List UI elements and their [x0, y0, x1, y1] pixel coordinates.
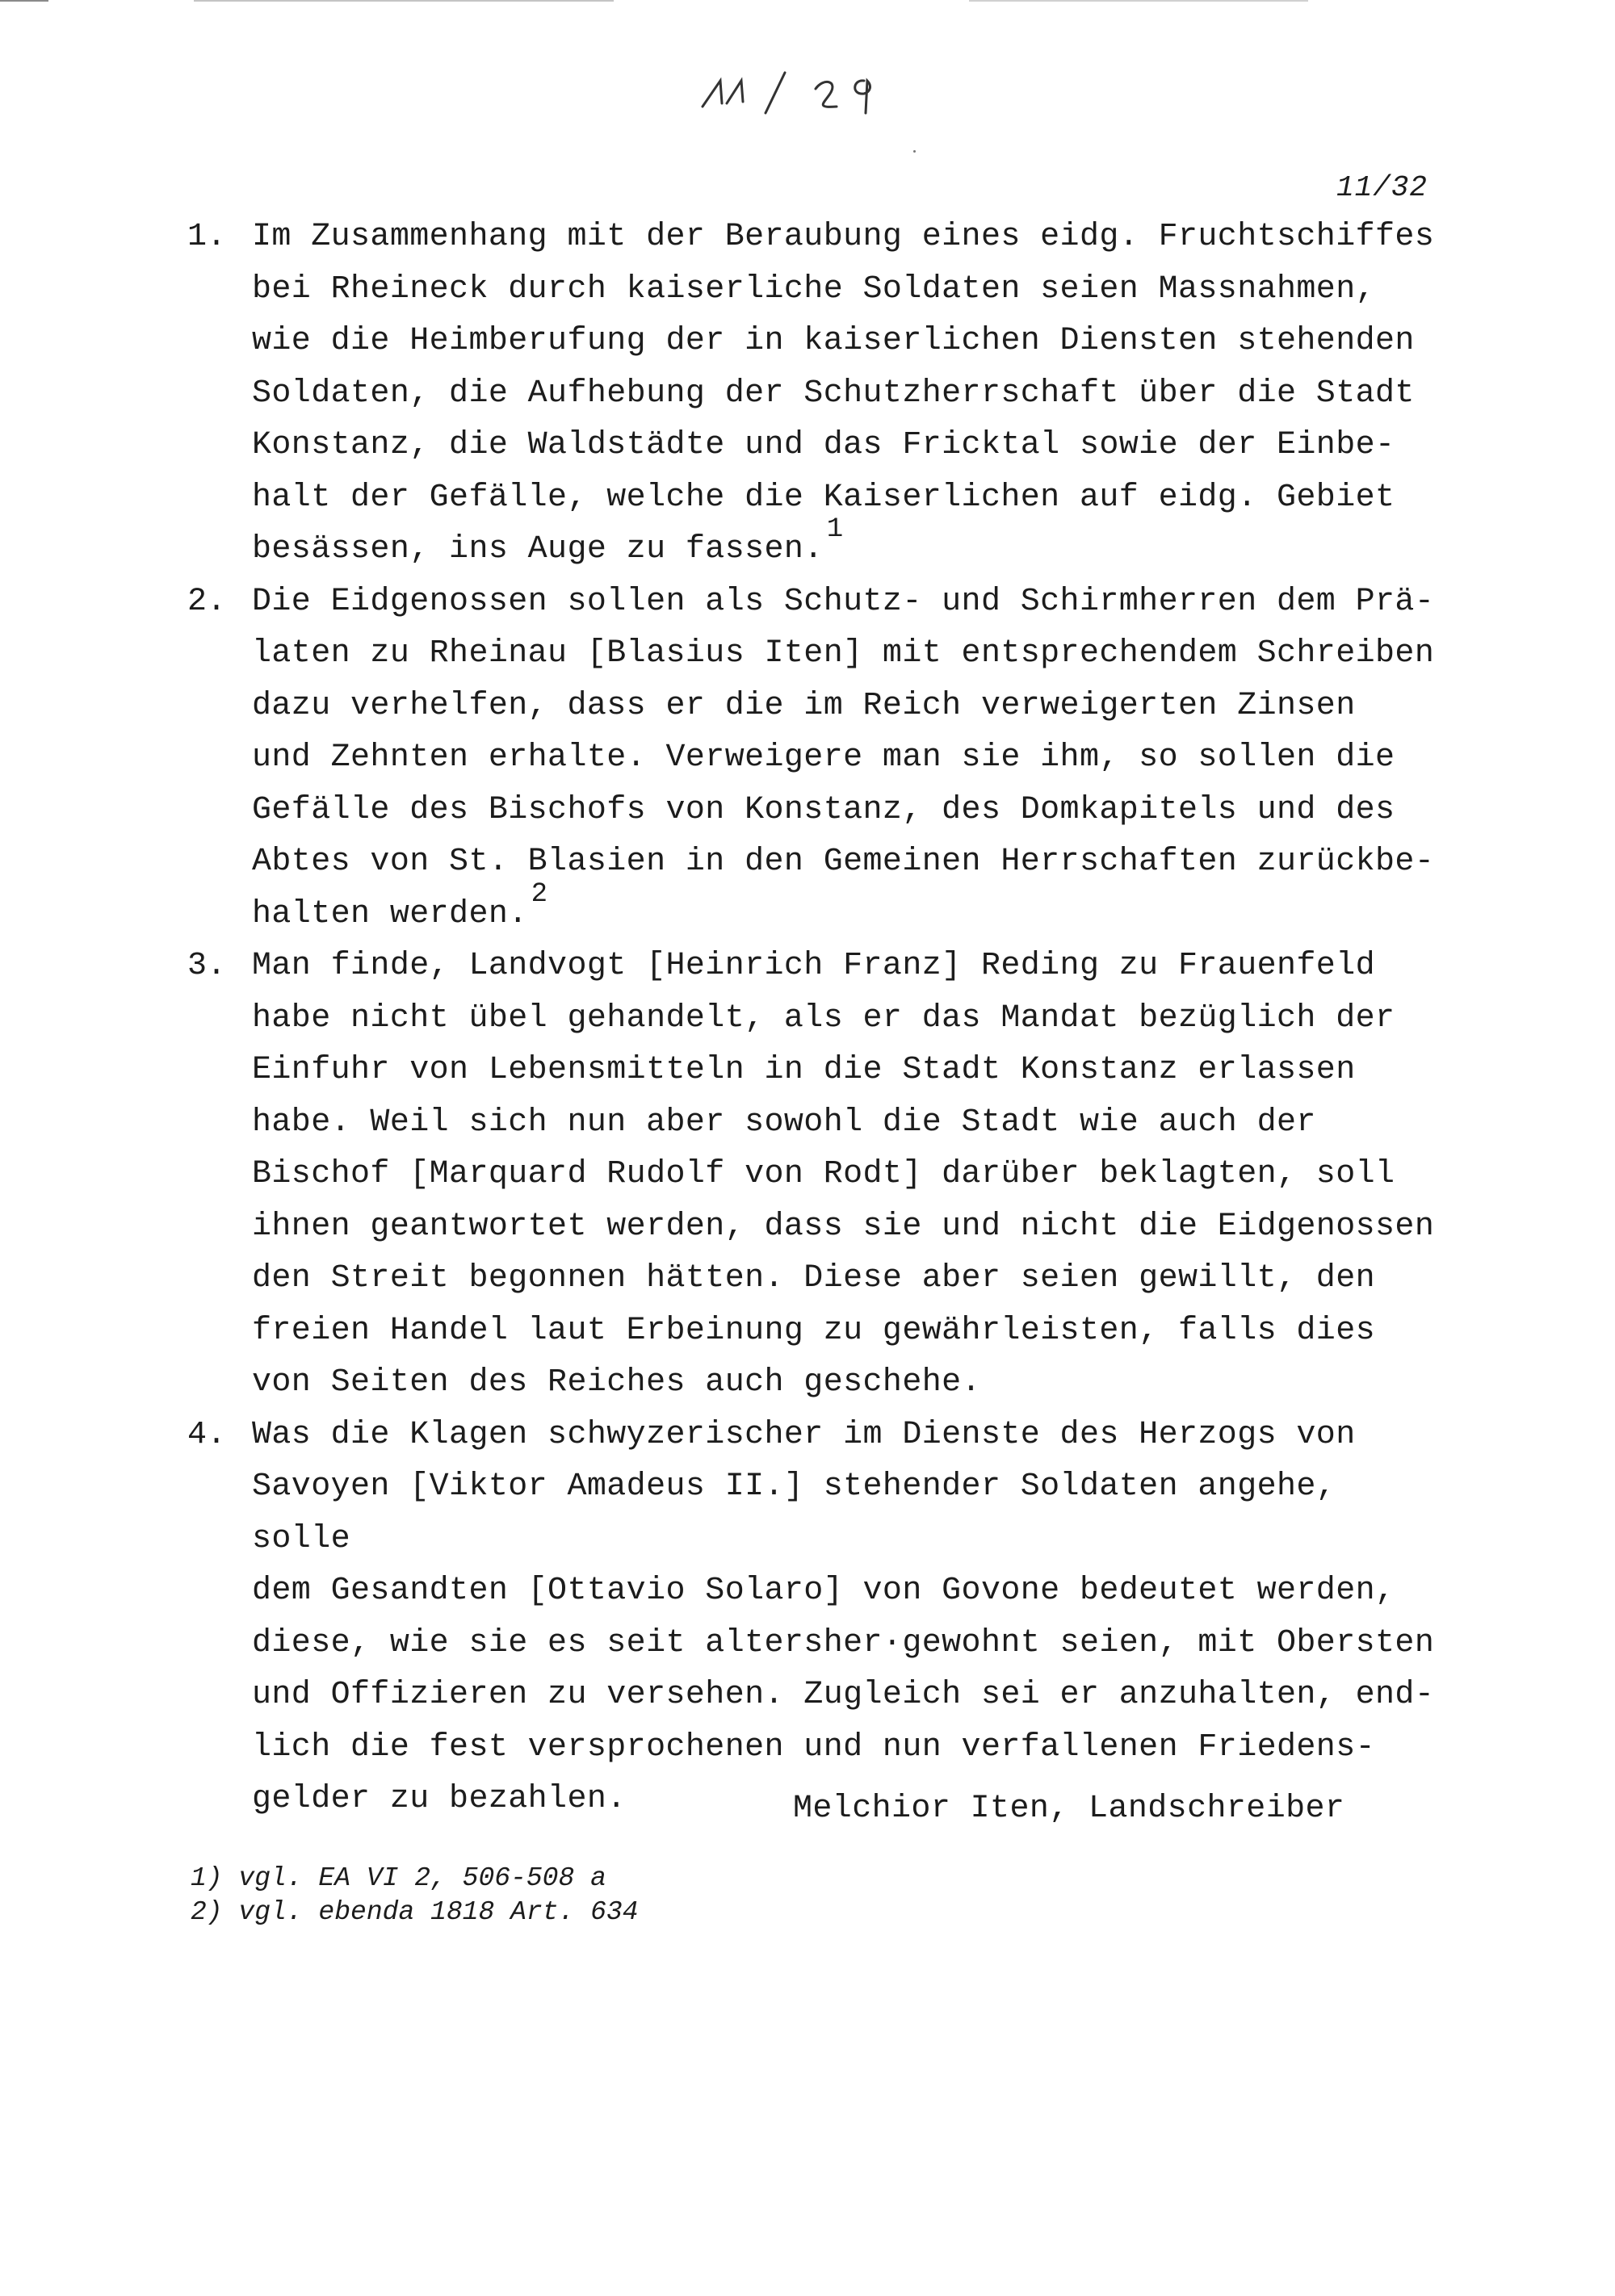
scan-speck	[913, 150, 916, 153]
item-number: 2.	[187, 583, 227, 620]
item-text: Im Zusammenhang mit der Beraubung eines eidg. Fruchtschiffes bei Rheineck durch kaiserliche Soldaten seien Massnahmen, wie die Heimberufung der in kaiserlichen Diensten stehenden Soldaten, die Aufhebung der Schutzherrschaft über die Stadt Konstanz, die Waldstädte und das Fricktal sowie der Einbe- halt der Gefälle, welche die Kaiserlichen auf eidg. Gebiet besässen, ins Auge zu fassen.	[252, 219, 1435, 568]
item-text: Die Eidgenossen sollen als Schutz- und Schirmherren dem Prä- laten zu Rheinau [Blasius Iten] mit entsprechendem Schreiben dazu verhelfen, dass er die im Reich verweigerten Zinsen und Zehnten erhalte. Verweigere man sie ihm, so sollen die Gefälle des Bischofs von Konstanz, des Domkapitels und des Abtes von St. Blasien in den Gemeinen Herrschaften zurückbe- halten werden.	[252, 583, 1435, 932]
footnote: 1) vgl. EA VI 2, 506-508 a	[191, 1863, 606, 1893]
item-text: Was die Klagen schwyzerischer im Dienste des Herzogs von Savoyen [Viktor Amadeus II.] stehender Soldaten angehe, solle dem Gesandten [Ottavio Solaro] von Govone bedeutet werden, diese, wie sie es seit altersher·gewohnt seien, mit Obersten und Offizieren zu versehen. Zugleich sei er anzuhalten, end- lich die fest versprochenen und nun verfallenen Friedens- gelder zu bezahlen.	[252, 1416, 1435, 1817]
list-item	[187, 941, 1447, 1410]
scan-artifact	[0, 0, 48, 2]
page-reference: 11/32	[1336, 171, 1428, 204]
scan-artifact	[194, 0, 614, 2]
item-text: Man finde, Landvogt [Heinrich Franz] Reding zu Frauenfeld habe nicht übel gehandelt, als er das Mandat bezüglich der Einfuhr von Lebensmitteln in die Stadt Konstanz erlassen habe. Weil sich nun aber sowohl die Stadt wie auch der Bischof [Marquard Rudolf von Rodt] darüber beklagten, soll ihnen geantwortet werden, dass sie und nicht die Eidgenossen den Streit begonnen hätten. Diese aber seien gewillt, den freien Handel laut Erbeinung zu gewährleisten, falls dies von Seiten des Reiches auch geschehe.	[252, 948, 1435, 1401]
item-number: 1.	[187, 219, 227, 255]
signature: Melchior Iten, Landschreiber	[793, 1791, 1345, 1827]
list-item	[187, 576, 1447, 941]
scan-top-edge	[0, 0, 1615, 5]
footnotes	[191, 1862, 639, 1929]
item-number: 3.	[187, 948, 227, 984]
footnote: 2) vgl. ebenda 1818 Art. 634	[191, 1897, 639, 1927]
handwritten-page-number	[694, 57, 904, 121]
footnote-reference: 1	[826, 514, 844, 545]
item-number: 4.	[187, 1416, 227, 1453]
footnote-reference: 2	[531, 878, 548, 910]
list-item	[187, 1410, 1447, 1826]
list-item	[187, 212, 1447, 576]
scan-artifact	[969, 0, 1308, 2]
resolution-list	[187, 212, 1447, 1826]
